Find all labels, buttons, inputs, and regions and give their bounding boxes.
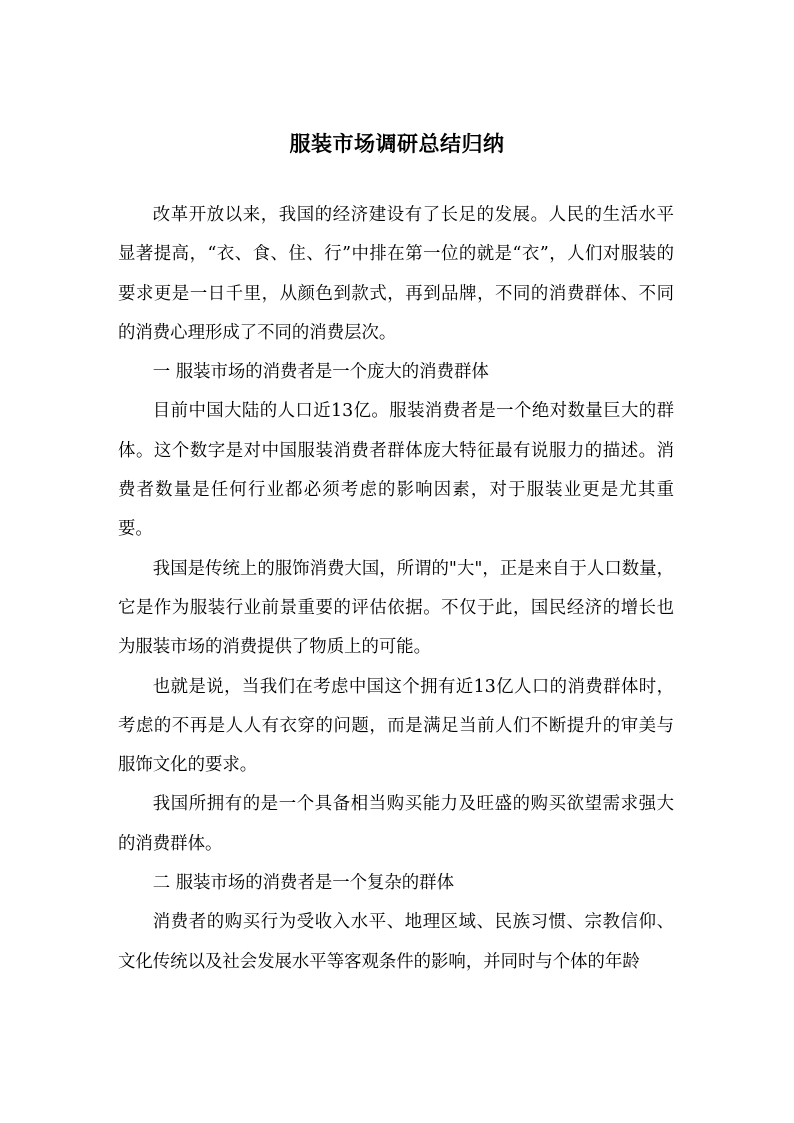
paragraph-intro: 改革开放以来，我国的经济建设有了长足的发展。人民的生活水平显著提高，“衣、食、住、行”中排在第一位的就是“衣”，人们对服装的要求更是一日千里，从颜色到款式，再到品牌，不同的消费群体、不同的消费心理形成了不同的消费层次。 xyxy=(118,205,674,343)
document-body xyxy=(118,196,674,982)
paragraph-consumption-country: 我国是传统上的服饰消费大国，所谓的"大"，正是来自于人口数量，它是作为服装行业前景重要的评估依据。不仅于此，国民经济的增长也为服装市场的消费提供了物质上的可能。 xyxy=(118,558,674,658)
section-heading-2: 二 服装市场的消费者是一个复杂的群体 xyxy=(152,873,454,894)
paragraph-population: 目前中国大陆的人口近13亿。服装消费者是一个绝对数量巨大的群体。这个数字是对中国服装消费者群体庞大特征最有说服力的描述。消费者数量是任何行业都必须考虑的影响因素，对于服装业更是尤其重要。 xyxy=(118,401,674,540)
paragraph-aesthetic-demand: 也就是说，当我们在考虑中国这个拥有近13亿人口的消费群体时，考虑的不再是人人有衣穿的问题，而是满足当前人们不断提升的审美与服饰文化的要求。 xyxy=(118,676,674,776)
section-heading-1: 一 服装市场的消费者是一个庞大的消费群体 xyxy=(152,362,489,383)
document-title: 服装市场调研总结归纳 xyxy=(289,131,505,156)
paragraph-purchase-behavior: 消费者的购买行为受收入水平、地理区域、民族习惯、宗教信仰、文化传统以及社会发展水平等客观条件的影响，并同时与个体的年龄 xyxy=(118,912,674,972)
paragraph-purchasing-power: 我国所拥有的是一个具备相当购买能力及旺盛的购买欲望需求强大的消费群体。 xyxy=(118,794,674,854)
